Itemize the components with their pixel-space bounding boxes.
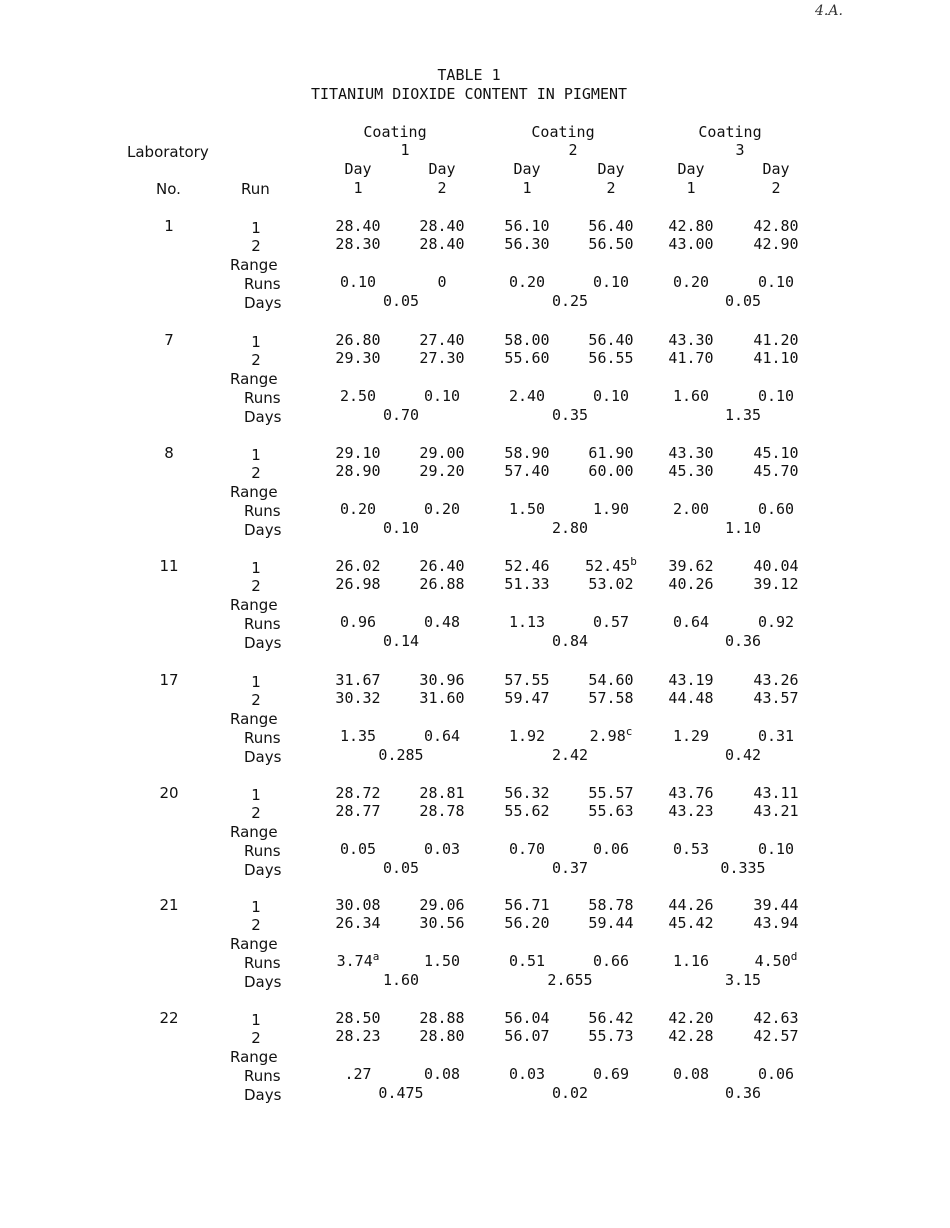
run1-value: 54.60	[588, 671, 634, 689]
run2-value: 59.47	[504, 689, 550, 707]
table-label: TABLE 1	[437, 66, 501, 84]
range-label: Range	[230, 1048, 278, 1066]
table-title: TITANIUM DIOXIDE CONTENT IN PIGMENT	[310, 85, 628, 103]
run2-value: 40.26	[668, 575, 714, 593]
run2-value: 43.21	[753, 802, 799, 820]
run-label: 1	[251, 446, 261, 464]
run1-value: 27.40	[419, 331, 465, 349]
runs-range-value: 0.10	[757, 840, 795, 858]
run2-value: 26.34	[335, 914, 381, 932]
run-header: Run	[241, 180, 270, 198]
runs-range-value: 0.10	[592, 273, 630, 291]
days-range-value: 0.36	[724, 1084, 762, 1102]
days-range-value: 0.10	[382, 519, 420, 537]
runs-range-value: 0.10	[592, 387, 630, 405]
range-label: Range	[230, 710, 278, 728]
run1-value: 57.55	[504, 671, 550, 689]
run-label: 1	[251, 559, 261, 577]
run2-value: 55.60	[504, 349, 550, 367]
run1-value: 30.96	[419, 671, 465, 689]
run2-value: 29.30	[335, 349, 381, 367]
run1-value: 43.30	[668, 331, 714, 349]
run1-value: 56.40	[588, 217, 634, 235]
day-number: 1	[522, 179, 532, 197]
page-mark: 4.A.	[815, 3, 843, 19]
run2-value: 28.77	[335, 802, 381, 820]
runs-range-value: 0.20	[672, 273, 710, 291]
runs-range-value: 0.64	[672, 613, 710, 631]
run1-value: 42.20	[668, 1009, 714, 1027]
coating-number: 2	[568, 141, 578, 159]
days-range-value: 0.335	[720, 859, 766, 877]
run1-value: 43.30	[668, 444, 714, 462]
range-label: Range	[230, 935, 278, 953]
runs-range-value: 0.66	[592, 952, 630, 970]
lab-number: 17	[159, 671, 179, 689]
runs-label: Runs	[244, 842, 281, 860]
coating-number: 3	[735, 141, 745, 159]
day-header: Day	[597, 160, 625, 178]
run1-value: 56.10	[504, 217, 550, 235]
run2-value: 56.50	[588, 235, 634, 253]
lab-number: 7	[164, 331, 174, 349]
run2-value: 53.02	[588, 575, 634, 593]
lab-number: 21	[159, 896, 179, 914]
day-header: Day	[344, 160, 372, 178]
runs-range-value: 1.35	[339, 727, 377, 745]
days-label: Days	[244, 861, 282, 879]
run1-value: 26.80	[335, 331, 381, 349]
run2-value: 43.00	[668, 235, 714, 253]
footnote-marker: b	[630, 555, 637, 568]
days-range-value: 0.70	[382, 406, 420, 424]
run1-value: 45.10	[753, 444, 799, 462]
run2-value: 56.55	[588, 349, 634, 367]
run-label: 1	[251, 898, 261, 916]
laboratory-header: Laboratory	[127, 143, 209, 161]
runs-range-value: 0.06	[592, 840, 630, 858]
days-range-value: 2.80	[551, 519, 589, 537]
run1-value: 39.62	[668, 557, 714, 575]
coating-number: 1	[400, 141, 410, 159]
run1-value: 56.04	[504, 1009, 550, 1027]
days-range-value: 0.25	[551, 292, 589, 310]
run1-value: 61.90	[588, 444, 634, 462]
runs-range-value: 0.64	[423, 727, 461, 745]
run2-value: 43.94	[753, 914, 799, 932]
run2-value: 31.60	[419, 689, 465, 707]
run1-value: 26.40	[419, 557, 465, 575]
runs-label: Runs	[244, 729, 281, 747]
runs-label: Runs	[244, 1067, 281, 1085]
runs-label: Runs	[244, 954, 281, 972]
runs-range-value: 0.10	[423, 387, 461, 405]
runs-range-value: 1.90	[592, 500, 630, 518]
runs-range-value: 0.10	[757, 387, 795, 405]
run-label: 2	[251, 351, 261, 369]
range-label: Range	[230, 256, 278, 274]
runs-range-value: 2.50	[339, 387, 377, 405]
footnote-marker: d	[790, 950, 798, 963]
run1-value: 56.40	[588, 331, 634, 349]
lab-number: 11	[159, 557, 179, 575]
run1-value: 43.19	[668, 671, 714, 689]
day-header: Day	[762, 160, 790, 178]
run-label: 1	[251, 786, 261, 804]
run1-value: 44.26	[668, 896, 714, 914]
days-label: Days	[244, 521, 282, 539]
run-label: 2	[251, 916, 261, 934]
run1-value: 28.88	[419, 1009, 465, 1027]
days-label: Days	[244, 294, 282, 312]
runs-range-value: 1.92	[508, 727, 546, 745]
runs-range-value: 3.74$^a$	[336, 950, 380, 970]
days-range-value: 0.05	[724, 292, 762, 310]
range-label: Range	[230, 596, 278, 614]
run-label: 2	[251, 1029, 261, 1047]
day-number: 1	[686, 179, 696, 197]
run2-value: 42.57	[753, 1027, 799, 1045]
runs-range-value: 0.20	[339, 500, 377, 518]
days-range-value: 1.60	[382, 971, 420, 989]
days-range-value: 2.42	[551, 746, 589, 764]
run2-value: 28.90	[335, 462, 381, 480]
days-range-value: 0.05	[382, 292, 420, 310]
runs-range-value: 0.08	[672, 1065, 710, 1083]
lab-number: 8	[164, 444, 174, 462]
run2-value: 28.40	[419, 235, 465, 253]
run2-value: 44.48	[668, 689, 714, 707]
run2-value: 28.30	[335, 235, 381, 253]
runs-range-value: 0.53	[672, 840, 710, 858]
run2-value: 28.78	[419, 802, 465, 820]
day-number: 2	[771, 179, 781, 197]
run2-value: 57.40	[504, 462, 550, 480]
run1-value: 43.76	[668, 784, 714, 802]
days-range-value: 0.37	[551, 859, 589, 877]
run1-value: 43.26	[753, 671, 799, 689]
run1-value: 26.02	[335, 557, 381, 575]
runs-range-value: 1.13	[508, 613, 546, 631]
run1-value: 28.81	[419, 784, 465, 802]
run-label: 2	[251, 237, 261, 255]
day-number: 2	[437, 179, 447, 197]
run1-value: 52.46	[504, 557, 550, 575]
run1-value: 56.42	[588, 1009, 634, 1027]
range-label: Range	[230, 823, 278, 841]
days-range-value: 0.02	[551, 1084, 589, 1102]
day-header: Day	[428, 160, 456, 178]
lab-number: 20	[159, 784, 179, 802]
runs-range-value: 0.60	[757, 500, 795, 518]
run1-value: 43.11	[753, 784, 799, 802]
run2-value: 30.32	[335, 689, 381, 707]
run2-value: 45.42	[668, 914, 714, 932]
runs-range-value: 2.40	[508, 387, 546, 405]
days-range-value: 1.10	[724, 519, 762, 537]
days-range-value: 1.35	[724, 406, 762, 424]
days-range-value: 0.84	[551, 632, 589, 650]
run2-value: 26.88	[419, 575, 465, 593]
runs-range-value: 1.50	[423, 952, 461, 970]
run-label: 1	[251, 673, 261, 691]
run-label: 2	[251, 577, 261, 595]
run1-value: 58.78	[588, 896, 634, 914]
runs-range-value: 1.50	[508, 500, 546, 518]
run1-value: 40.04	[753, 557, 799, 575]
run-label: 2	[251, 804, 261, 822]
runs-range-value: 0	[437, 273, 447, 291]
lab-number: 1	[164, 217, 174, 235]
run2-value: 42.28	[668, 1027, 714, 1045]
run2-value: 43.57	[753, 689, 799, 707]
run2-value: 42.90	[753, 235, 799, 253]
runs-range-value: 0.69	[592, 1065, 630, 1083]
runs-range-value: 0.10	[757, 273, 795, 291]
runs-range-value: 0.96	[339, 613, 377, 631]
runs-range-value: 0.92	[757, 613, 795, 631]
runs-label: Runs	[244, 615, 281, 633]
days-range-value: 0.42	[724, 746, 762, 764]
run2-value: 27.30	[419, 349, 465, 367]
run2-value: 56.07	[504, 1027, 550, 1045]
range-label: Range	[230, 370, 278, 388]
run1-value: 28.50	[335, 1009, 381, 1027]
run1-value: 39.44	[753, 896, 799, 914]
run1-value: 41.20	[753, 331, 799, 349]
run-label: 2	[251, 691, 261, 709]
day-header: Day	[513, 160, 541, 178]
runs-range-value: 0.10	[339, 273, 377, 291]
run2-value: 51.33	[504, 575, 550, 593]
run1-value: 29.06	[419, 896, 465, 914]
days-range-value: 0.285	[378, 746, 424, 764]
days-label: Days	[244, 973, 282, 991]
run1-value: 58.90	[504, 444, 550, 462]
runs-range-value: 2.98$^c$	[589, 725, 633, 745]
days-range-value: 0.35	[551, 406, 589, 424]
runs-range-value: 4.50$^d$	[754, 950, 798, 970]
run2-value: 59.44	[588, 914, 634, 932]
run1-value: 42.80	[753, 217, 799, 235]
runs-range-value: 1.29	[672, 727, 710, 745]
runs-range-value: 0.03	[423, 840, 461, 858]
run2-value: 56.30	[504, 235, 550, 253]
run-label: 1	[251, 333, 261, 351]
run1-value: 52.45$^b$	[585, 555, 637, 575]
run1-value: 56.32	[504, 784, 550, 802]
runs-range-value: .27	[344, 1065, 372, 1083]
run2-value: 41.10	[753, 349, 799, 367]
runs-range-value: 0.31	[757, 727, 795, 745]
run2-value: 26.98	[335, 575, 381, 593]
runs-label: Runs	[244, 502, 281, 520]
run1-value: 30.08	[335, 896, 381, 914]
runs-range-value: 2.00	[672, 500, 710, 518]
days-range-value: 2.655	[547, 971, 593, 989]
run2-value: 39.12	[753, 575, 799, 593]
runs-label: Runs	[244, 275, 281, 293]
run2-value: 43.23	[668, 802, 714, 820]
coating-header: Coating	[531, 123, 595, 141]
runs-range-value: 0.08	[423, 1065, 461, 1083]
lab-number: 22	[159, 1009, 179, 1027]
run2-value: 55.62	[504, 802, 550, 820]
run1-value: 56.71	[504, 896, 550, 914]
run1-value: 28.72	[335, 784, 381, 802]
runs-label: Runs	[244, 389, 281, 407]
days-label: Days	[244, 1086, 282, 1104]
days-label: Days	[244, 748, 282, 766]
run2-value: 30.56	[419, 914, 465, 932]
footnote-marker: c	[625, 725, 633, 738]
runs-range-value: 0.05	[339, 840, 377, 858]
runs-range-value: 0.20	[508, 273, 546, 291]
runs-range-value: 0.20	[423, 500, 461, 518]
run2-value: 45.30	[668, 462, 714, 480]
run2-value: 28.80	[419, 1027, 465, 1045]
run1-value: 28.40	[419, 217, 465, 235]
runs-range-value: 1.60	[672, 387, 710, 405]
run-label: 2	[251, 464, 261, 482]
coating-header: Coating	[698, 123, 762, 141]
days-range-value: 0.05	[382, 859, 420, 877]
run2-value: 55.63	[588, 802, 634, 820]
run1-value: 31.67	[335, 671, 381, 689]
run2-value: 29.20	[419, 462, 465, 480]
days-range-value: 0.14	[382, 632, 420, 650]
lab-no-header: No.	[156, 180, 181, 198]
coating-header: Coating	[363, 123, 427, 141]
footnote-marker: a	[372, 950, 380, 963]
run1-value: 42.63	[753, 1009, 799, 1027]
days-label: Days	[244, 408, 282, 426]
run1-value: 55.57	[588, 784, 634, 802]
days-range-value: 3.15	[724, 971, 762, 989]
day-header: Day	[677, 160, 705, 178]
days-label: Days	[244, 634, 282, 652]
day-number: 1	[353, 179, 363, 197]
runs-range-value: 0.03	[508, 1065, 546, 1083]
run1-value: 28.40	[335, 217, 381, 235]
runs-range-value: 0.70	[508, 840, 546, 858]
runs-range-value: 0.06	[757, 1065, 795, 1083]
run2-value: 57.58	[588, 689, 634, 707]
runs-range-value: 1.16	[672, 952, 710, 970]
run2-value: 41.70	[668, 349, 714, 367]
days-range-value: 0.475	[378, 1084, 424, 1102]
runs-range-value: 0.48	[423, 613, 461, 631]
runs-range-value: 0.57	[592, 613, 630, 631]
run1-value: 58.00	[504, 331, 550, 349]
run1-value: 42.80	[668, 217, 714, 235]
runs-range-value: 0.51	[508, 952, 546, 970]
run2-value: 55.73	[588, 1027, 634, 1045]
run2-value: 60.00	[588, 462, 634, 480]
day-number: 2	[606, 179, 616, 197]
run2-value: 28.23	[335, 1027, 381, 1045]
run-label: 1	[251, 219, 261, 237]
run1-value: 29.00	[419, 444, 465, 462]
run2-value: 45.70	[753, 462, 799, 480]
run1-value: 29.10	[335, 444, 381, 462]
days-range-value: 0.36	[724, 632, 762, 650]
run2-value: 56.20	[504, 914, 550, 932]
run-label: 1	[251, 1011, 261, 1029]
range-label: Range	[230, 483, 278, 501]
